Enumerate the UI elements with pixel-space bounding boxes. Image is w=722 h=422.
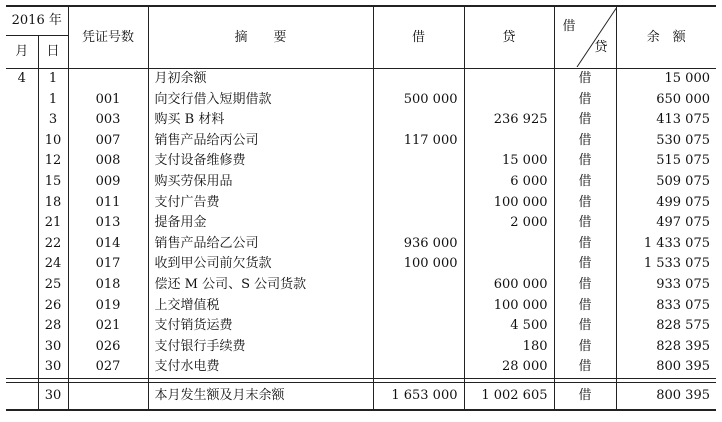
cell-debit: 500 000 [373, 90, 464, 111]
cell-voucher: 018 [68, 275, 148, 296]
table-row [6, 275, 716, 296]
table-row [6, 254, 716, 275]
cell-debit [373, 213, 464, 234]
header-balance: 余 额 [616, 6, 716, 69]
cell-day: 30 [38, 337, 68, 358]
cell-day: 25 [38, 275, 68, 296]
cell-debit [373, 151, 464, 172]
cell-credit: 100 000 [464, 296, 554, 317]
cell-summary: 销售产品给丙公司 [148, 131, 373, 152]
cell-balance: 413 075 [616, 110, 716, 131]
cell-day: 21 [38, 213, 68, 234]
cell-month [6, 131, 38, 152]
cell-debit [373, 316, 464, 337]
table-row [6, 357, 716, 378]
total-month [6, 382, 38, 410]
cell-voucher [68, 69, 148, 90]
cell-month [6, 357, 38, 378]
total-dir: 借 [554, 382, 616, 410]
cell-credit [464, 234, 554, 255]
cell-month [6, 172, 38, 193]
cell-debit: 100 000 [373, 254, 464, 275]
cell-balance: 530 075 [616, 131, 716, 152]
cell-month [6, 193, 38, 214]
cell-summary: 支付设备维修费 [148, 151, 373, 172]
cell-credit: 15 000 [464, 151, 554, 172]
table-row [6, 90, 716, 111]
header-direction [554, 6, 616, 69]
cell-balance: 1 433 075 [616, 234, 716, 255]
table-row [6, 337, 716, 358]
cell-day: 12 [38, 151, 68, 172]
cell-debit [373, 337, 464, 358]
cell-voucher: 014 [68, 234, 148, 255]
cell-dir: 借 [554, 316, 616, 337]
cell-voucher: 021 [68, 316, 148, 337]
cell-voucher: 011 [68, 193, 148, 214]
cell-credit: 236 925 [464, 110, 554, 131]
cell-dir: 借 [554, 254, 616, 275]
cell-balance: 828 575 [616, 316, 716, 337]
cell-debit [373, 275, 464, 296]
total-row [6, 382, 716, 410]
cell-debit: 936 000 [373, 234, 464, 255]
cell-voucher: 009 [68, 172, 148, 193]
cell-month [6, 213, 38, 234]
cell-balance: 499 075 [616, 193, 716, 214]
cell-month [6, 110, 38, 131]
ledger-table [6, 5, 716, 411]
cell-debit [373, 193, 464, 214]
table-row [6, 69, 716, 90]
cell-debit [373, 69, 464, 90]
cell-summary: 支付销货运费 [148, 316, 373, 337]
cell-day: 10 [38, 131, 68, 152]
header-day: 日 [38, 36, 68, 69]
table-row [6, 110, 716, 131]
header-summary: 摘 要 [148, 6, 373, 69]
cell-month [6, 90, 38, 111]
total-balance: 800 395 [616, 382, 716, 410]
cell-balance: 497 075 [616, 213, 716, 234]
cell-summary: 支付水电费 [148, 357, 373, 378]
cell-dir: 借 [554, 234, 616, 255]
cell-credit: 600 000 [464, 275, 554, 296]
cell-credit: 180 [464, 337, 554, 358]
cell-credit [464, 90, 554, 111]
cell-debit: 117 000 [373, 131, 464, 152]
table-row [6, 213, 716, 234]
cell-voucher: 017 [68, 254, 148, 275]
cell-dir: 借 [554, 337, 616, 358]
cell-dir: 借 [554, 110, 616, 131]
cell-summary: 购买劳保用品 [148, 172, 373, 193]
cell-month [6, 254, 38, 275]
header-credit: 贷 [464, 6, 554, 69]
cell-voucher: 027 [68, 357, 148, 378]
cell-summary: 收到甲公司前欠货款 [148, 254, 373, 275]
cell-dir: 借 [554, 172, 616, 193]
cell-balance: 515 075 [616, 151, 716, 172]
cell-summary: 销售产品给乙公司 [148, 234, 373, 255]
cell-summary: 支付银行手续费 [148, 337, 373, 358]
header-year: 2016 年 [6, 6, 68, 36]
header-direction-credit: 贷 [594, 40, 608, 55]
cell-credit: 6 000 [464, 172, 554, 193]
cell-voucher: 001 [68, 90, 148, 111]
cell-dir: 借 [554, 193, 616, 214]
cell-day: 24 [38, 254, 68, 275]
cell-balance: 1 533 075 [616, 254, 716, 275]
cell-credit: 28 000 [464, 357, 554, 378]
cell-voucher: 026 [68, 337, 148, 358]
table-row [6, 193, 716, 214]
cell-balance: 828 395 [616, 337, 716, 358]
cell-balance: 933 075 [616, 275, 716, 296]
table-row [6, 172, 716, 193]
cell-balance: 650 000 [616, 90, 716, 111]
total-credit: 1 002 605 [464, 382, 554, 410]
cell-credit [464, 254, 554, 275]
cell-day: 26 [38, 296, 68, 317]
cell-dir: 借 [554, 357, 616, 378]
cell-balance: 15 000 [616, 69, 716, 90]
cell-day: 1 [38, 90, 68, 111]
cell-summary: 上交增值税 [148, 296, 373, 317]
table-row [6, 316, 716, 337]
cell-summary: 月初余额 [148, 69, 373, 90]
cell-day: 15 [38, 172, 68, 193]
cell-day: 28 [38, 316, 68, 337]
cell-day: 3 [38, 110, 68, 131]
total-debit: 1 653 000 [373, 382, 464, 410]
cell-month [6, 316, 38, 337]
table-row [6, 296, 716, 317]
cell-summary: 提备用金 [148, 213, 373, 234]
cell-voucher: 003 [68, 110, 148, 131]
cell-month [6, 296, 38, 317]
cell-credit: 2 000 [464, 213, 554, 234]
cell-summary: 支付广告费 [148, 193, 373, 214]
cell-credit: 4 500 [464, 316, 554, 337]
total-day: 30 [38, 382, 68, 410]
cell-voucher: 007 [68, 131, 148, 152]
total-voucher [68, 382, 148, 410]
cell-credit [464, 131, 554, 152]
cell-month [6, 234, 38, 255]
table-row [6, 131, 716, 152]
cell-dir: 借 [554, 151, 616, 172]
cell-day: 1 [38, 69, 68, 90]
cell-balance: 833 075 [616, 296, 716, 317]
cell-credit: 100 000 [464, 193, 554, 214]
cell-month: 4 [17, 71, 26, 86]
cell-day: 22 [38, 234, 68, 255]
cell-debit [373, 110, 464, 131]
cell-month [6, 337, 38, 358]
cell-dir: 借 [554, 296, 616, 317]
table-row [6, 151, 716, 172]
table-row [6, 234, 716, 255]
cell-voucher: 013 [68, 213, 148, 234]
cell-month [6, 275, 38, 296]
cell-dir: 借 [554, 131, 616, 152]
header-debit: 借 [373, 6, 464, 69]
cell-day: 30 [38, 357, 68, 378]
cell-month [6, 151, 38, 172]
total-summary: 本月发生额及月末余额 [148, 382, 373, 410]
cell-dir: 借 [554, 90, 616, 111]
header-direction-debit: 借 [562, 19, 576, 34]
cell-dir: 借 [554, 69, 616, 90]
cell-dir: 借 [554, 275, 616, 296]
cell-balance: 800 395 [616, 357, 716, 378]
cell-summary: 偿还 M 公司、S 公司货款 [148, 275, 373, 296]
cell-voucher: 008 [68, 151, 148, 172]
cell-summary: 购买 B 材料 [148, 110, 373, 131]
cell-balance: 509 075 [616, 172, 716, 193]
header-voucher: 凭证号数 [68, 6, 148, 69]
cell-dir: 借 [554, 213, 616, 234]
cell-credit [464, 69, 554, 90]
cell-day: 18 [38, 193, 68, 214]
header-month: 月 [6, 36, 38, 69]
cell-voucher: 019 [68, 296, 148, 317]
cell-debit [373, 172, 464, 193]
cell-summary: 向交行借入短期借款 [148, 90, 373, 111]
cell-debit [373, 357, 464, 378]
cell-debit [373, 296, 464, 317]
